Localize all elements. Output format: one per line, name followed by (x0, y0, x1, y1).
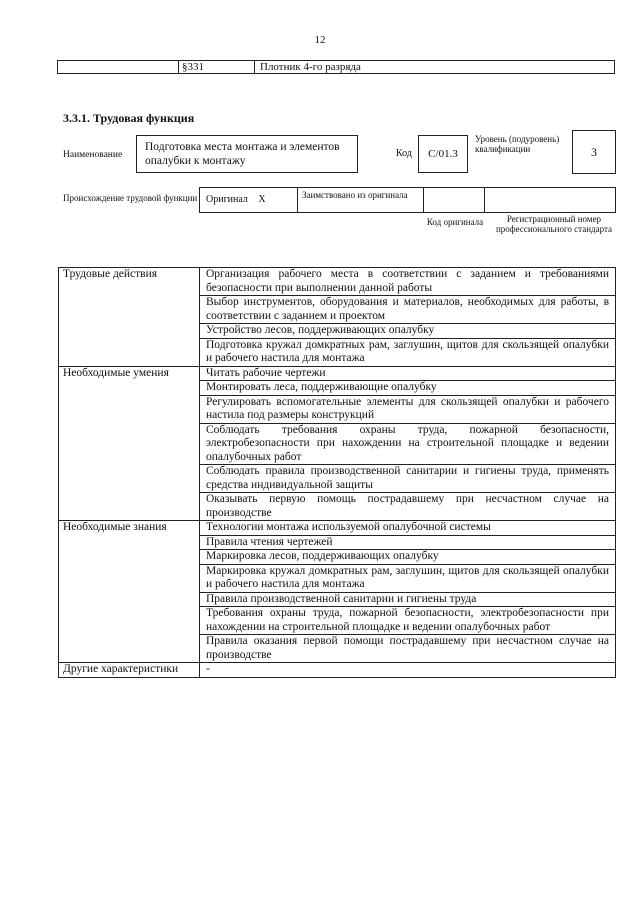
description-cell: Соблюдать требования охраны труда, пожарной безопасности, электробезопасности при нахождении на строительной площадке и ведении опалубочных работ (200, 423, 616, 465)
description-cell: Требования охраны труда, пожарной безопасности, электробезопасности при нахождении на строительной площадке и ведении опалубочных работ (200, 607, 616, 635)
original-cell (200, 188, 298, 212)
table-row (59, 268, 616, 296)
table-row (59, 663, 616, 678)
qualification-level: 3 (572, 130, 616, 174)
code-original-label: Код оригинала (426, 217, 484, 227)
description-cell: Подготовка кружал домкратных рам, заглушин, щитов для скользящей опалубки и рабочего настила для монтажа (200, 338, 616, 366)
function-code: С/01.3 (418, 135, 468, 173)
description-cell: Читать рабочие чертежи (200, 366, 616, 381)
name-label: Наименование (63, 150, 123, 160)
profession-name: Плотник 4-го разряда (260, 61, 361, 73)
category-cell: Необходимые умения (59, 366, 200, 521)
borrowed-label: Заимствовано из оригинала (298, 188, 424, 212)
description-cell: Регулировать вспомогательные элементы для скользящей опалубки и рабочего настила под размеры конструкций (200, 395, 616, 423)
origin-row (199, 187, 616, 213)
description-cell: Организация рабочего места в соответствии с заданием и требованиями безопасности при выполнении данной работы (200, 268, 616, 296)
description-cell: Устройство лесов, поддерживающих опалубку (200, 324, 616, 339)
code-label: Код (396, 148, 412, 159)
description-cell: Правила производственной санитарии и гигиены труда (200, 592, 616, 607)
origin-label: Происхождение трудовой функции (63, 193, 198, 203)
description-cell: Соблюдать правила производственной санитарии и гигиены труда, применять средства индивидуальной защиты (200, 465, 616, 493)
table-row (59, 521, 616, 536)
category-cell: Необходимые знания (59, 521, 200, 663)
category-cell: Другие характеристики (59, 663, 200, 678)
page-number: 12 (314, 34, 326, 46)
description-cell: Маркировка кружал домкратных рам, заглушин, щитов для скользящей опалубки и рабочего настила для монтажа (200, 564, 616, 592)
function-table (58, 267, 616, 678)
profession-row (57, 60, 615, 74)
description-cell: Монтировать леса, поддерживающие опалубку (200, 381, 616, 396)
description-cell: Маркировка лесов, поддерживающих опалубку (200, 550, 616, 565)
description-cell: Выбор инструментов, оборудования и материалов, необходимых для работы, в соответствии с заданием и проектом (200, 296, 616, 324)
original-mark: Х (258, 194, 266, 205)
description-cell: Правила оказания первой помощи пострадавшему при несчастном случае на производстве (200, 635, 616, 663)
profession-code: §331 (182, 61, 204, 73)
original-label: Оригинал (206, 194, 248, 205)
table-row (59, 366, 616, 381)
section-title: 3.3.1. Трудовая функция (63, 111, 195, 125)
empty-cell (424, 188, 485, 212)
description-cell: - (200, 663, 616, 678)
description-cell: Оказывать первую помощь пострадавшему при несчастном случае на производстве (200, 493, 616, 521)
reg-number-label: Регистрационный номер профессионального стандарта (495, 214, 613, 234)
level-label: Уровень (подуровень) квалификации (475, 134, 560, 154)
description-cell: Технологии монтажа используемой опалубочной системы (200, 521, 616, 536)
description-cell: Правила чтения чертежей (200, 535, 616, 550)
category-cell: Трудовые действия (59, 268, 200, 367)
function-name: Подготовка места монтажа и элементов опалубки к монтажу (136, 135, 358, 173)
